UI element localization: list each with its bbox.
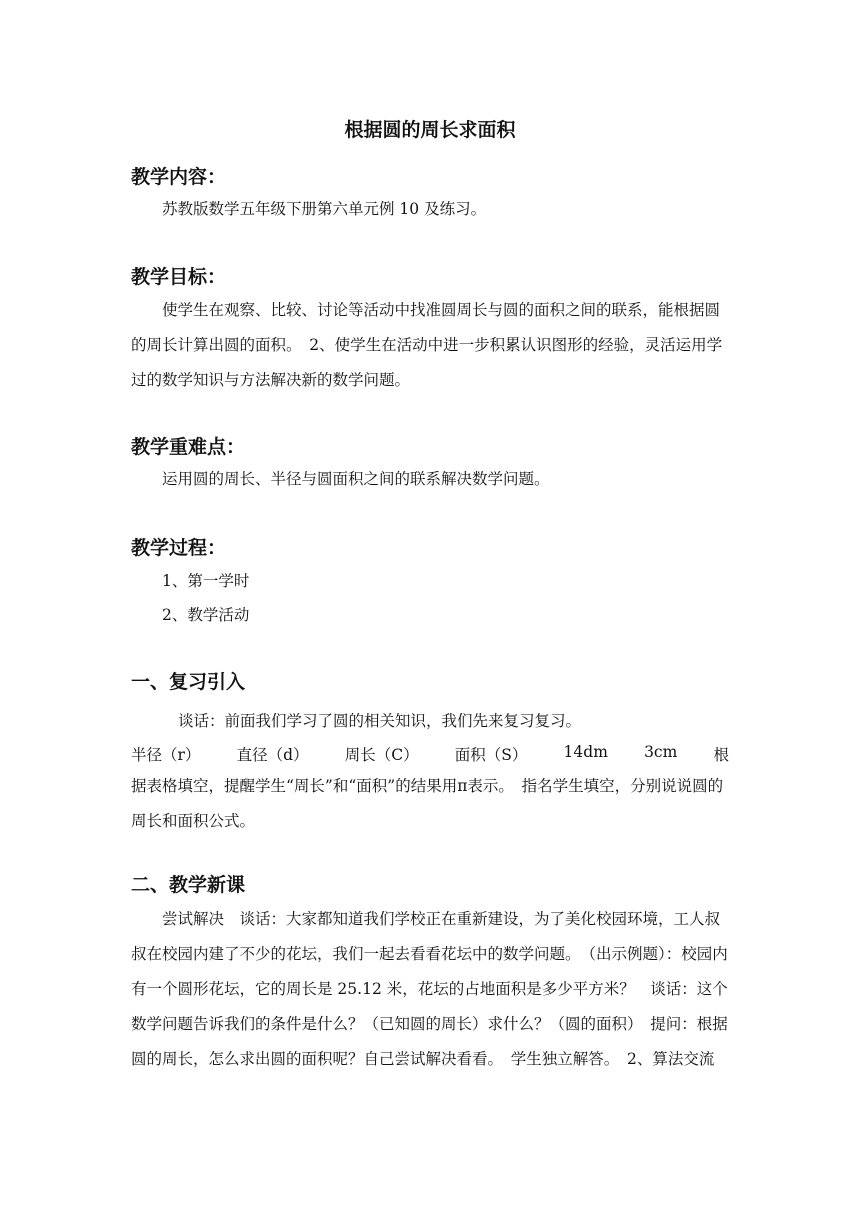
- table-cell-value-2: 3cm: [644, 743, 678, 761]
- teaching-content-text: 苏教版数学五年级下册第六单元例 10 及练习。: [162, 200, 487, 218]
- process-item: 1、第一学时: [162, 572, 250, 590]
- review-table-row: [131, 743, 729, 765]
- table-cell-circumference: 周长（C）: [344, 746, 419, 764]
- document-title: 根据圆的周长求面积: [344, 119, 516, 141]
- process-heading: 教学过程：: [131, 537, 227, 559]
- teaching-goals-text: 使学生在观察、比较、讨论等活动中找准圆周长与圆的面积之间的联系，能根据圆的周长计算出圆的面积。 2、使学生在活动中进一步积累认识图形的经验，灵活运用学过的数学知识与方法解决新的数学问题。: [131, 301, 723, 389]
- table-cell-area: 面积（S）: [454, 746, 528, 764]
- teaching-content-heading: 教学内容：: [131, 166, 227, 188]
- new-lesson-heading: 二、教学新课: [131, 874, 246, 896]
- table-cell-trailing: 根: [713, 746, 729, 764]
- new-lesson-text: 尝试解决 谈话：大家都知道我们学校正在重新建设，为了美化校园环境，工人叔叔在校园内建了不少的花坛，我们一起去看看花坛中的数学问题。 （出示例题）：校园内有一个圆形花坛，它的周长是 25.12 米，花坛的占地面积是多少平方米？ 谈话：这个数学问题告诉我们的条件是什么？（已知圆的周长）求什么？（圆的面积） 提问：根据圆的周长，怎么求出圆的面积呢？自己尝试解决看看。 学生独立解答。 2、算法交流: [131, 910, 728, 1068]
- key-points-text: 运用圆的周长、半径与圆面积之间的联系解决数学问题。: [162, 470, 550, 488]
- teaching-goals-heading: 教学目标：: [131, 266, 227, 288]
- table-cell-value-1: 14dm: [563, 743, 608, 761]
- process-item: 2、教学活动: [162, 606, 250, 624]
- review-intro: 谈话：前面我们学习了圆的相关知识，我们先来复习复习。: [178, 712, 582, 730]
- review-text: 据表格填空，提醒学生“周长”和“面积”的结果用π表示。 指名学生填空，分别说说圆的周长和面积公式。: [131, 777, 724, 830]
- table-cell-diameter: 直径（d）: [236, 746, 309, 764]
- key-points-heading: 教学重难点：: [131, 436, 246, 458]
- review-heading: 一、复习引入: [131, 671, 246, 693]
- table-cell-radius: 半径（r）: [131, 746, 201, 764]
